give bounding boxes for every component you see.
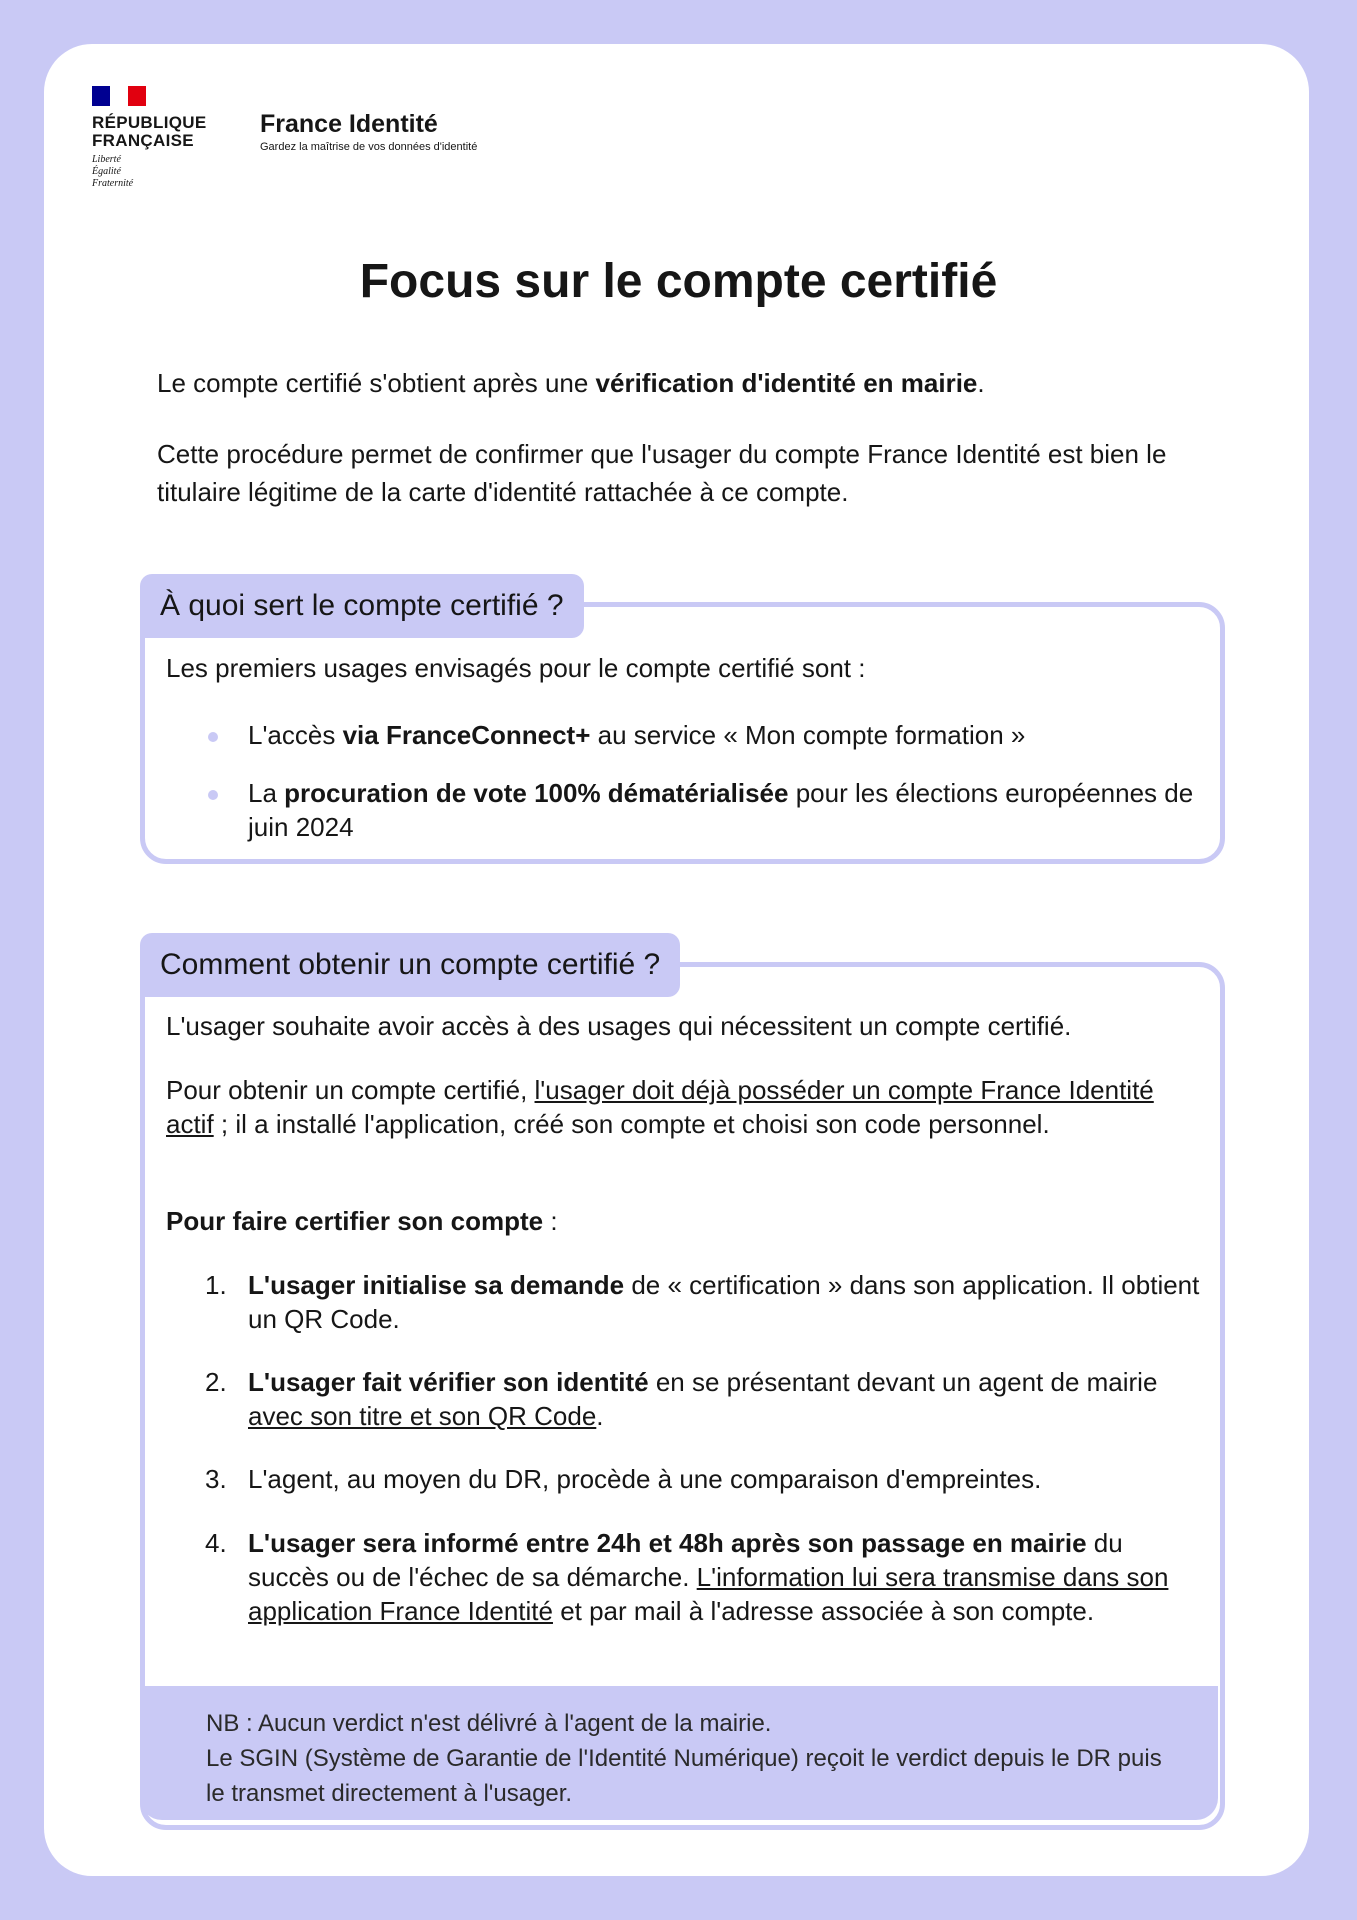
step-item: L'usager initialise sa demande de « certification » dans son application. Il obtient un QR Code. xyxy=(248,1270,1200,1334)
intro-paragraph-1: Le compte certifié s'obtient après une vérification d'identité en mairie. xyxy=(157,368,985,398)
intro-paragraph-2: Cette procédure permet de confirmer que l'usager du compte France Identité est bien le titulaire légitime de la carte d'identité rattachée à ce compte. xyxy=(157,439,1167,507)
list-item: La procuration de vote 100% dématérialisée pour les élections européennes de juin 2024 xyxy=(248,778,1194,842)
obtain-paragraph-2: Pour obtenir un compte certifié, l'usager doit déjà posséder un compte France Identité actif ; il a installé l'application, créé son compte et choisi son code personnel. xyxy=(166,1075,1154,1139)
french-flag-icon xyxy=(92,86,146,106)
bullet-icon xyxy=(208,732,218,742)
list-item: L'accès via FranceConnect+ au service « Mon compte formation » xyxy=(248,720,1026,750)
note-text: NB : Aucun verdict n'est délivré à l'agent de la mairie. Le SGIN (Système de Garantie de l'Identité Numérique) reçoit le verdict depuis le DR puis le transmet directement à l'usager. xyxy=(206,1710,1162,1807)
obtain-paragraph-1: L'usager souhaite avoir accès à des usages qui nécessitent un compte certifié. xyxy=(166,1011,1072,1041)
steps-lead: Pour faire certifier son compte : xyxy=(166,1206,558,1236)
app-name: France Identité xyxy=(260,110,438,138)
step-item: L'usager sera informé entre 24h et 48h après son passage en mairie du succès ou de l'échec de sa démarche. L'information lui sera transmise dans son application France Identité et par mail à l'adresse associée à son compte. xyxy=(248,1528,1169,1626)
step-number: 1. xyxy=(205,1270,227,1300)
section-obtain-heading: Comment obtenir un compte certifié ? xyxy=(140,933,680,997)
step-number: 4. xyxy=(205,1528,227,1558)
france-identite-logo xyxy=(260,110,477,153)
republique-motto: Liberté Égalité Fraternité xyxy=(92,154,134,189)
section-usages-lead: Les premiers usages envisagés pour le compte certifié sont : xyxy=(166,653,866,683)
step-item: L'usager fait vérifier son identité en se présentant devant un agent de mairie avec son titre et son QR Code. xyxy=(248,1367,1158,1431)
step-number: 2. xyxy=(205,1367,227,1397)
bullet-icon xyxy=(208,790,218,800)
account-requirement-link: l'usager doit déjà posséder un compte France Identité actif xyxy=(166,1075,1154,1139)
republique-francaise-logo xyxy=(92,86,206,190)
app-tagline: Gardez la maîtrise de vos données d'identité xyxy=(260,141,478,153)
page-title: Focus sur le compte certifié xyxy=(359,255,998,308)
step-number: 3. xyxy=(205,1464,227,1494)
section-usages-heading: À quoi sert le compte certifié ? xyxy=(140,574,584,638)
republique-name: RÉPUBLIQUE FRANÇAISE xyxy=(92,113,207,150)
step-item: L'agent, au moyen du DR, procède à une comparaison d'empreintes. xyxy=(248,1464,1042,1494)
